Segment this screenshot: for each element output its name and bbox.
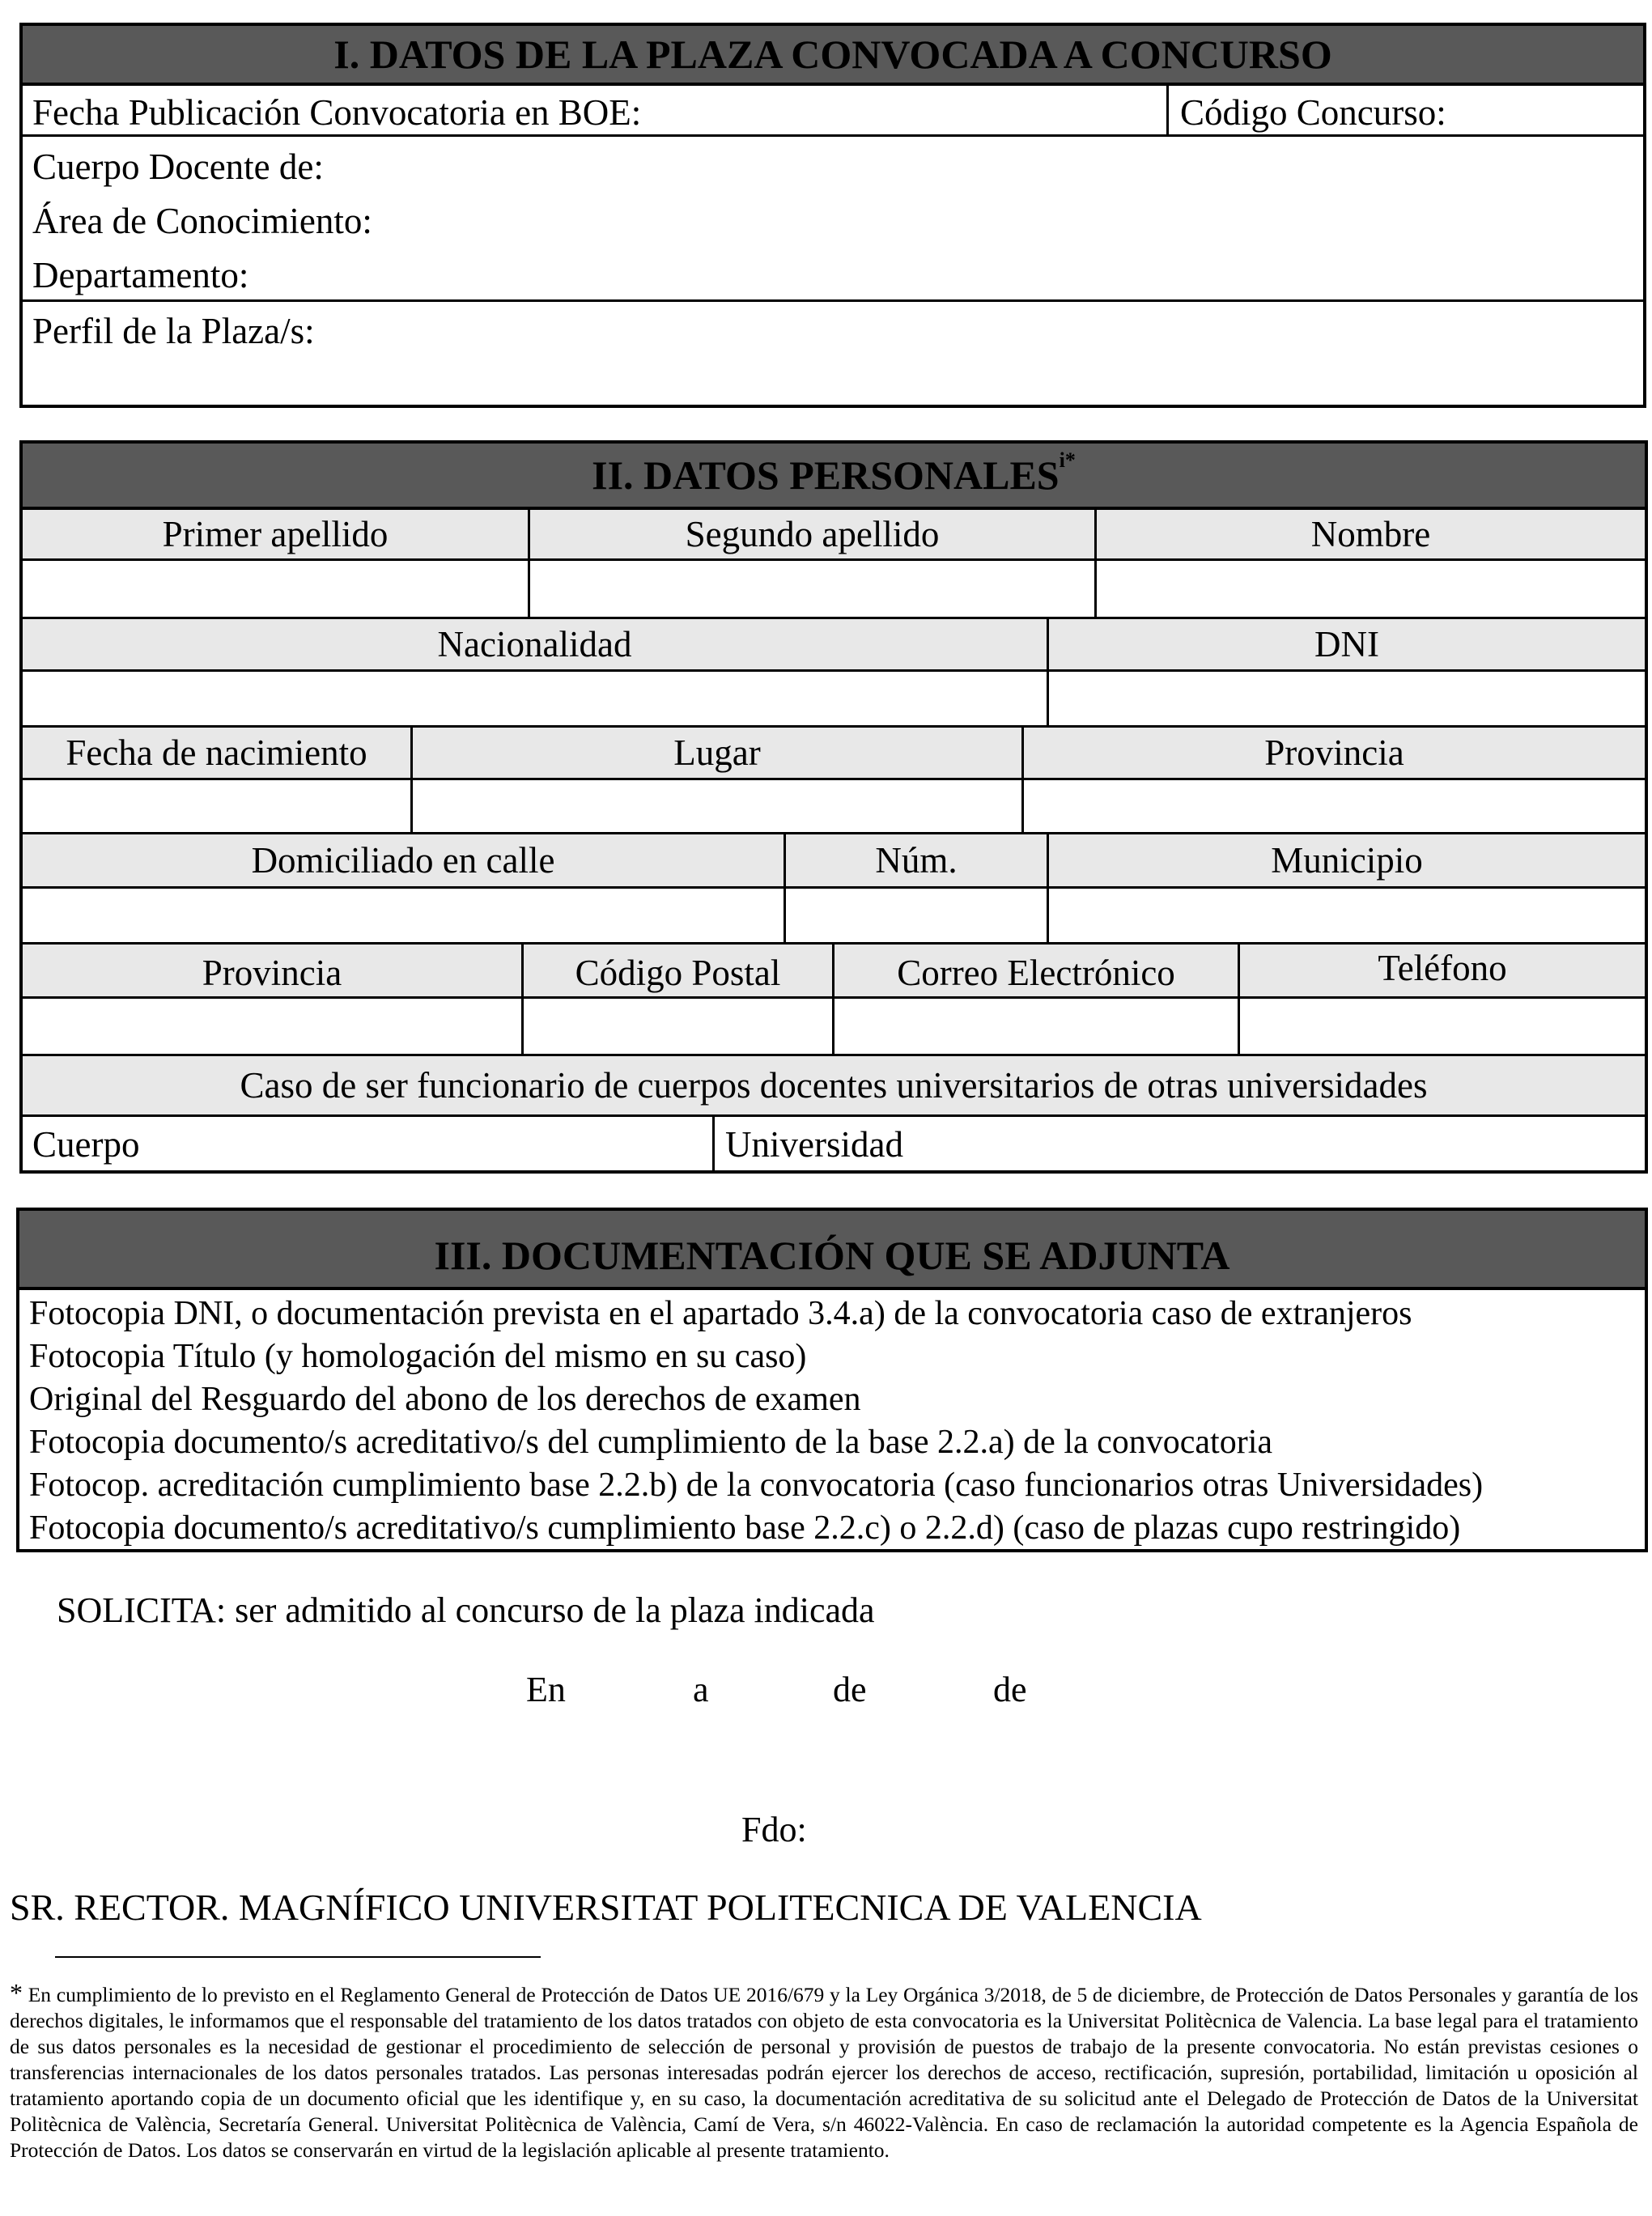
fecha-publicacion-label: Fecha Publicación Convocatoria en BOE: bbox=[32, 92, 642, 133]
fecha-nacimiento-field[interactable] bbox=[23, 780, 410, 832]
section-2-header bbox=[23, 444, 1645, 510]
primer-apellido-label: Primer apellido bbox=[162, 513, 389, 554]
fecha-en: En bbox=[526, 1670, 566, 1709]
departamento-label: Departamento: bbox=[32, 255, 249, 295]
provincia2-label: Provincia bbox=[202, 952, 342, 993]
nacionalidad-field[interactable] bbox=[23, 672, 1047, 725]
fecha-nacimiento-label: Fecha de nacimiento bbox=[66, 732, 367, 773]
section-1-header bbox=[23, 26, 1643, 86]
nombre-label: Nombre bbox=[1310, 513, 1431, 554]
dni-label: DNI bbox=[1314, 623, 1379, 664]
telefono-label: Teléfono bbox=[1378, 947, 1507, 988]
doc-item: Fotocopia documento/s acreditativo/s cumplimiento base 2.2.c) o 2.2.d) (caso de plazas cupo restringido) bbox=[29, 1509, 1461, 1547]
divider bbox=[23, 299, 1643, 302]
section-1-title: I. DATOS DE LA PLAZA CONVOCADA A CONCURSO bbox=[333, 32, 1332, 77]
doc-item: Fotocopia Título (y homologación del mismo en su caso) bbox=[29, 1338, 807, 1375]
perfil-plaza-label: Perfil de la Plaza/s: bbox=[32, 311, 315, 351]
correo-label: Correo Electrónico bbox=[897, 952, 1175, 993]
section-3-header bbox=[19, 1211, 1645, 1290]
domicilio-label: Domiciliado en calle bbox=[251, 839, 555, 881]
segundo-apellido-field[interactable] bbox=[530, 561, 1094, 617]
num-field[interactable] bbox=[786, 889, 1047, 942]
doc-item: Fotocopia documento/s acreditativo/s del cumplimiento de la base 2.2.a) de la convocatoria bbox=[29, 1424, 1273, 1461]
municipio-field[interactable] bbox=[1049, 889, 1645, 942]
nombre-field[interactable] bbox=[1097, 561, 1645, 617]
doc-item: Fotocopia DNI, o documentación prevista en el apartado 3.4.a) de la convocatoria caso de extranjeros bbox=[29, 1295, 1412, 1332]
section-2-title-sup: i* bbox=[1059, 448, 1076, 472]
provincia-label: Provincia bbox=[1264, 732, 1404, 773]
codigo-postal-label: Código Postal bbox=[575, 952, 781, 993]
codigo-concurso-label: Código Concurso: bbox=[1180, 92, 1446, 133]
doc-item: Original del Resguardo del abono de los derechos de examen bbox=[29, 1381, 861, 1418]
destinatario: SR. RECTOR. MAGNÍFICO UNIVERSITAT POLITECNICA DE VALENCIA bbox=[10, 1887, 1202, 1928]
funcionario-label: Caso de ser funcionario de cuerpos docentes universitarios de otras universidades bbox=[240, 1064, 1428, 1106]
cuerpo-label: Cuerpo bbox=[32, 1124, 140, 1165]
domicilio-field[interactable] bbox=[23, 889, 784, 942]
provincia-field[interactable] bbox=[1024, 780, 1645, 832]
divider bbox=[23, 134, 1643, 137]
footnote-separator bbox=[55, 1956, 541, 1958]
divider bbox=[712, 1114, 715, 1170]
fecha-de-1: de bbox=[833, 1670, 867, 1709]
municipio-label: Municipio bbox=[1271, 839, 1423, 881]
firma-label: Fdo: bbox=[741, 1810, 807, 1849]
universidad-label: Universidad bbox=[725, 1124, 903, 1165]
telefono-field[interactable] bbox=[1240, 999, 1645, 1054]
footnote-mark: * bbox=[10, 1978, 23, 2007]
footnote-text: En cumplimiento de lo previsto en el Reglamento General de Protección de Datos UE 2016/679 y la Ley Orgánica 3/2018, de 5 de diciembre, de Protección de Datos Personales y garantía de los derechos digitales, le informamos que el responsable del tratamiento de los datos tratados con objeto de esta convocatoria es la Universitat Politècnica de Valencia. La base legal para el tratamiento de sus datos personales es la necesidad de gestionar el procedimiento de selección de personal y provisión de puestos de trabajo de la presente convocatoria. No están previstas cesiones o transferencias internacionales de los datos personales tratados. Las personas interesadas podrán ejercer los derechos de acceso, rectificación, supresión, portabilidad, limitación u oposición al tratamiento aportando copia de un documento oficial que les identifique y, en su caso, la documentación acreditativa de su solicitud ante el Delegado de Protección de Datos de la Universitat Politècnica de València, Secretaría General. Universitat Politècnica de València, Camí de Vera, s/n 46022-València. En caso de reclamación la autoridad competente es la Agencia Española de Protección de Datos. Los datos se conservarán en virtud de la legislación aplicable al presente tratamiento. bbox=[10, 1983, 1638, 2162]
nacionalidad-label: Nacionalidad bbox=[437, 623, 632, 664]
fecha-a: a bbox=[693, 1670, 709, 1709]
section-3-title: III. DOCUMENTACIÓN QUE SE ADJUNTA bbox=[434, 1233, 1230, 1278]
primer-apellido-field[interactable] bbox=[23, 561, 528, 617]
divider bbox=[23, 1114, 1645, 1117]
divider bbox=[1166, 86, 1169, 136]
num-label: Núm. bbox=[875, 839, 958, 881]
fecha-de-2: de bbox=[993, 1670, 1027, 1709]
lugar-label: Lugar bbox=[673, 732, 761, 773]
cuerpo-docente-label: Cuerpo Docente de: bbox=[32, 146, 324, 187]
footnote bbox=[10, 1980, 1638, 2163]
correo-field[interactable] bbox=[834, 999, 1238, 1054]
codigo-postal-field[interactable] bbox=[524, 999, 832, 1054]
section-2-title: II. DATOS PERSONALES bbox=[592, 452, 1060, 498]
dni-field[interactable] bbox=[1049, 672, 1645, 725]
solicita-text: SOLICITA: ser admitido al concurso de la plaza indicada bbox=[57, 1590, 875, 1630]
doc-item: Fotocop. acreditación cumplimiento base 2.2.b) de la convocatoria (caso funcionarios otras Universidades) bbox=[29, 1467, 1484, 1504]
area-conocimiento-label: Área de Conocimiento: bbox=[32, 201, 372, 241]
lugar-field[interactable] bbox=[413, 780, 1021, 832]
provincia2-field[interactable] bbox=[23, 999, 521, 1054]
segundo-apellido-label: Segundo apellido bbox=[685, 513, 940, 554]
